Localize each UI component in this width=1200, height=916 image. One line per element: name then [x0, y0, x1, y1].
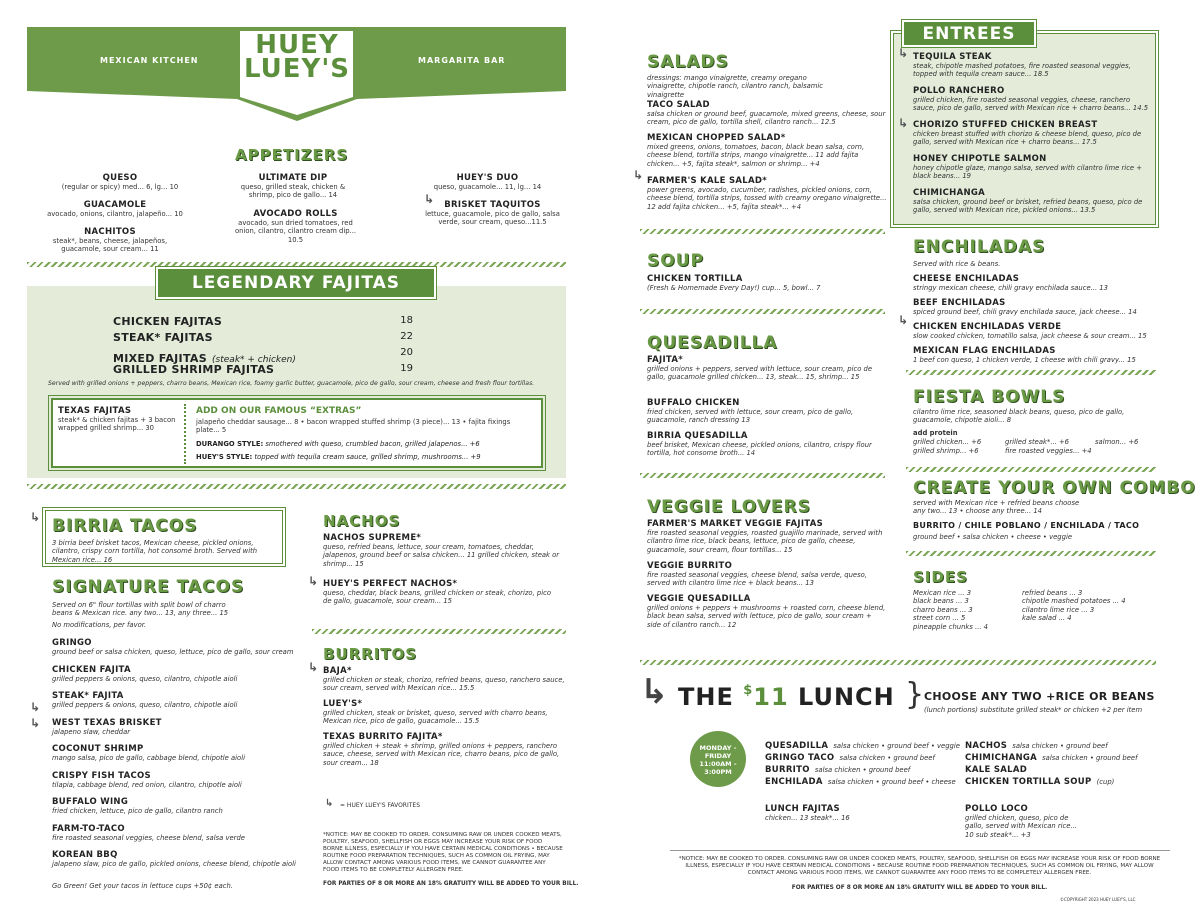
- salad-item: [647, 133, 887, 176]
- item-name: NACHITOS: [84, 227, 136, 237]
- item-name: GRINGO: [52, 638, 92, 648]
- taco-item: [52, 797, 302, 824]
- lunch-item: [965, 733, 1155, 751]
- nachos-title: NACHOS: [323, 512, 401, 530]
- divider: [312, 629, 566, 634]
- item-desc: steak, chipotle mashed potatoes, fire roasted seasonal veggies, topped with tequila cream sauce... 18.5: [913, 62, 1131, 79]
- side-item: cilantro lime rice ... 3: [1022, 605, 1095, 614]
- enchilada-item: [913, 298, 1163, 322]
- item-name: GUACAMOLE: [83, 200, 147, 210]
- burrito-item: [323, 666, 568, 699]
- item-desc: (cup): [1096, 778, 1115, 786]
- enchilada-item: [913, 346, 1163, 364]
- item-desc: grilled peppers & onions, queso, cilantro, chipotle aioli: [52, 674, 238, 683]
- taco-item: [52, 850, 302, 877]
- burrito-list: [323, 666, 568, 765]
- item-name: BUFFALO CHICKEN: [647, 398, 740, 408]
- item-desc: salsa chicken • ground beef • veggie: [833, 742, 960, 750]
- combo-title: CREATE YOUR OWN COMBO: [913, 478, 1196, 498]
- item-name: CHICKEN TORTILLA SOUP: [965, 777, 1092, 787]
- lunch-title: [678, 683, 895, 711]
- fajita-name: STEAK* FAJITAS: [113, 331, 213, 344]
- lunch-item: [765, 757, 965, 775]
- item-name: NACHOS SUPREME*: [323, 533, 422, 543]
- favorite-arrow-icon: ↳: [325, 798, 334, 809]
- item-desc: salsa chicken • ground beef • cheese: [827, 778, 956, 786]
- lunch-pollo-loco: [965, 804, 1085, 839]
- item-name: MEXICAN CHOPPED SALAD*: [647, 133, 786, 143]
- salad-list: [647, 100, 887, 211]
- entree-item: [913, 154, 1153, 188]
- side-item: pineapple chunks ... 4: [913, 622, 988, 631]
- item-desc: grilled chicken or steak, chorizo, refried beans, queso, ranchero sauce, sour cream, served with Mexican rice... 15.5: [323, 676, 565, 693]
- item-name: CHIMICHANGA: [965, 753, 1038, 763]
- burrito-item: [323, 699, 568, 732]
- item-desc: grilled chicken + steak + shrimp, grilled onions + peppers, ranchero sauce, cheese, served with Mexican rice, charro beans, pico de gallo, sour cream... 18: [323, 742, 560, 767]
- favorite-arrow-icon: ↳: [30, 716, 41, 730]
- appetizer-brisket-taquitos: [425, 200, 560, 227]
- soup-title: SOUP: [647, 251, 704, 271]
- item-desc: avocado, onions, cilantro, jalapeño... 10: [47, 210, 183, 218]
- fajita-row: [113, 315, 413, 331]
- item-desc: grilled chicken, queso, pico de gallo, served with Mexican rice... 10 sub steak*... +3: [965, 814, 1077, 839]
- item-name: QUESADILLA: [765, 741, 829, 751]
- lunch-item: [965, 769, 1155, 787]
- item-name: HONEY CHIPOTLE SALMON: [913, 154, 1047, 164]
- item-name: AVOCADO ROLLS: [253, 209, 338, 219]
- divider: [906, 467, 1156, 472]
- entree-item: [913, 188, 1153, 215]
- fajita-name: GRILLED SHRIMP FAJITAS: [113, 363, 275, 376]
- taco-item: [52, 824, 302, 851]
- appetizer-nachitos: [40, 227, 180, 254]
- item-desc: grilled chicken, steak or brisket, queso, served with charro beans, Mexican rice, pico de gallo, guacamole... 15.5: [323, 709, 548, 726]
- item-name: CRISPY FISH TACOS: [52, 770, 151, 781]
- extras-title: ADD ON OUR FAMOUS “EXTRAS”: [196, 406, 362, 416]
- favorites-legend: = HUEY LUEY'S FAVORITES: [340, 802, 421, 809]
- item-name: FARMER'S MARKET VEGGIE FAJITAS: [647, 519, 824, 529]
- item-name: GRINGO TACO: [765, 753, 835, 763]
- item-name: MEXICAN FLAG ENCHILADAS: [913, 346, 1056, 356]
- item-name: BRISKET TAQUITOS: [444, 200, 541, 210]
- item-name: HUEY'S DUO: [456, 173, 519, 183]
- divider: [640, 229, 885, 234]
- item-name: KOREAN BBQ: [52, 850, 118, 860]
- item-name: POLLO RANCHERO: [913, 86, 1005, 96]
- fiesta-desc: cilantro lime rice, seasoned black beans, queso, pico de gallo, guacamole, chipotle aioli... 8: [913, 408, 1125, 425]
- item-desc: salsa chicken • ground beef: [814, 766, 911, 774]
- side-item: kale salad ... 4: [1022, 614, 1072, 623]
- item-name: BIRRIA QUESADILLA: [647, 431, 748, 441]
- enchiladas-served: Served with rice & beans.: [913, 260, 1001, 268]
- item-desc: ground beef or salsa chicken, queso, lettuce, pico de gallo, sour cream: [52, 648, 294, 656]
- entree-item: [913, 120, 1153, 154]
- favorite-arrow-icon: ↳: [898, 116, 909, 130]
- lunch-title-a: THE: [678, 683, 734, 711]
- fajitas-served: Served with grilled onions + peppers, charro beans, Mexican rice, foamy garlic butter, guacamole, pico de gallo, sour cream, cheese and fresh flour tortillas.: [48, 380, 535, 387]
- combo-options: BURRITO / CHILE POBLANO / ENCHILADA / TACO: [913, 521, 1140, 530]
- item-desc: fire roasted seasonal veggies, cheese blend, salsa verde, queso, served with cilantro lime rice + black beans... 13: [647, 571, 867, 588]
- fajita-note: (steak* + chicken): [212, 355, 296, 365]
- lunch-badge: [690, 731, 746, 787]
- item-name: VEGGIE BURRITO: [647, 561, 733, 571]
- salad-item: [647, 176, 887, 211]
- item-name: CHEESE ENCHILADAS: [913, 274, 1020, 284]
- side-item: refried beans ... 3: [1022, 589, 1083, 597]
- item-name: POLLO LOCO: [965, 804, 1028, 814]
- fajita-row: [113, 331, 413, 347]
- item-desc: salsa chicken or ground beef, guacamole, mixed greens, cheese, sour cream, pico de gallo, tortilla shell, cilantro ranch... 12.5: [647, 110, 886, 127]
- item-name: CHORIZO STUFFED CHICKEN BREAST: [913, 120, 1098, 130]
- item-name: HUEY'S PERFECT NACHOS*: [323, 579, 458, 589]
- right-tag: MARGARITA BAR: [418, 56, 506, 65]
- nachos-supreme: [323, 533, 563, 568]
- divider: [640, 309, 885, 314]
- badge-time: 11:00AM - 3:00PM: [699, 760, 737, 776]
- fiesta-protein: grilled steak*... +6: [1005, 438, 1069, 446]
- entrees-title: ENTREES: [922, 24, 1016, 44]
- divider: [640, 660, 1156, 665]
- taco-item: [52, 638, 302, 665]
- veggie-item: [647, 594, 887, 629]
- item-name: COCONUT SHRIMP: [52, 744, 144, 754]
- lunch-right: [965, 733, 1155, 787]
- signature-title: SIGNATURE TACOS: [52, 577, 245, 597]
- item-desc: mango salsa, pico de gallo, cabbage blend, chipotle aioli: [52, 754, 245, 762]
- notice-right: *NOTICE: MAY BE COOKED TO ORDER. CONSUMING RAW OR UNDER COOKED MEATS, POULTRY, SEAFOOD, SHELLFISH OR EGGS MAY INCREASE YOUR RISK OF FOOD BORNE ILLNESS, ESPECIALLY IF YOU HAVE CERTAIN MEDICAL CONDITIONS • BECAUSE ROUTINE FOOD PREPARATION TECHNIQUES, SUCH AS COMMON OIL FRYING, MAY ALLOW CONTACT AMONG VARIOUS FOOD ITEMS, WE CANNOT GUARANTEE ANY FOOD ITEMS TO BE COMPLETELY ALLERGEN FREE.: [678, 856, 1161, 876]
- favorite-arrow-icon: ↳: [308, 574, 319, 588]
- item-name: STEAK* FAJITA: [52, 691, 124, 701]
- appetizer-queso: [40, 173, 200, 191]
- lunch-price: 11: [753, 683, 789, 711]
- birria-title: BIRRIA TACOS: [52, 516, 198, 536]
- favorite-arrow-icon: ↳: [30, 510, 41, 524]
- item-desc: grilled peppers & onions, queso, cilantro, chipotle aioli: [52, 701, 238, 709]
- item-desc: steak*, beans, cheese, jalapeños, guacamole, sour cream... 11: [52, 237, 168, 254]
- entree-item: [913, 52, 1153, 86]
- quesadilla-item: [647, 355, 877, 398]
- fajita-list: [113, 315, 413, 379]
- item-desc: honey chipotle glaze, mango salsa, served with cilantro lime rice + black beans... 19: [913, 164, 1142, 181]
- taco-item: [52, 665, 302, 692]
- item-name: BURRITO: [765, 765, 810, 775]
- favorite-arrow-icon: ↳: [898, 46, 909, 60]
- item-desc: power greens, avocado, cucumber, radishes, pickled onions, corn, cheese blend, tortilla strips, tossed with creamy oregano vinaigrette... 12 add fajita chicken... +5, fajita steak*... +4: [647, 186, 887, 211]
- item-desc: jalapeno slaw, cheddar: [52, 727, 131, 736]
- item-name: CHICKEN FAJITA: [52, 664, 131, 675]
- favorite-arrow-icon: ↳: [308, 660, 319, 674]
- signature-intro: Served on 6" flour tortillas with split bowl of charro beans & Mexican rice. any two... 13, any three... 15: [52, 601, 229, 618]
- item-desc: (regular or spicy) med... 6, lg... 10: [61, 183, 179, 191]
- item-desc: queso, guacamole... 11, lg... 14: [433, 183, 542, 191]
- item-name: BEEF ENCHILADAS: [913, 298, 1006, 308]
- burrito-item: [323, 732, 568, 765]
- item-desc: fire roasted seasonal veggies, roasted guajillo marinade, served with cilantro lime rice, black beans, lettuce, pico de gallo, cheese, guacamole, sour cream, flour tortillas... 15: [647, 529, 883, 554]
- birria-desc: 3 birria beef brisket tacos, Mexican cheese, pickled onions, cilantro, crispy corn tortilla, hot consomé broth. Served with Mexican rice... 16: [52, 539, 258, 564]
- hueys-style-label: HUEY'S STYLE:: [196, 452, 253, 461]
- fiesta-protein: grilled shrimp... +6: [913, 447, 979, 455]
- item-desc: 1 beef con queso, 1 chicken verde, 1 cheese with chili gravy... 15: [913, 356, 1136, 364]
- item-name: FARMER'S KALE SALAD*: [647, 176, 767, 186]
- quesadilla-item: [647, 398, 877, 431]
- lunch-item: [765, 769, 965, 787]
- item-desc: grilled onions + peppers, served with lettuce, sour cream, pico de gallo, guacamole grilled chicken... 13, steak... 15, shrimp... 15: [647, 365, 873, 382]
- item-desc: steak* & chicken fajitas + 3 bacon wrapped grilled shrimp... 30: [58, 416, 176, 433]
- signature-footer: Go Green! Get your tacos in lettuce cups +50¢ each.: [52, 882, 233, 890]
- enchilada-list: [913, 274, 1163, 364]
- taco-item: [52, 691, 302, 718]
- lunch-title-b: LUNCH: [798, 683, 895, 711]
- item-name: NACHOS: [965, 741, 1008, 751]
- item-desc: chicken breast stuffed with chorizo & cheese blend, queso, pico de gallo, served with Mexican rice + charro beans... 17.5: [913, 130, 1142, 147]
- taco-item: [52, 744, 302, 771]
- gratuity-left: FOR PARTIES OF 8 OR MORE AN 18% GRATUITY WILL BE ADDED TO YOUR BILL.: [323, 881, 579, 887]
- item-desc: salsa chicken, ground beef or brisket, refried beans, queso, pico de gallo, served with Mexican rice, pickled onions... 13.5: [913, 198, 1143, 215]
- item-desc: fire roasted seasonal veggies, cheese blend, salsa verde: [52, 833, 245, 842]
- item-name: CHIMICHANGA: [913, 188, 986, 198]
- logo-bottom: LUEY'S: [243, 54, 351, 84]
- enchilada-item: [913, 322, 1163, 346]
- side-item: black beans ... 3: [913, 597, 969, 606]
- item-desc: fried chicken, served with lettuce, sour cream, pico de gallo, guacamole, ranch dressing 13: [647, 408, 854, 425]
- divider: [906, 551, 1156, 556]
- hueys-style-desc: topped with tequila cream sauce, grilled shrimp, mushrooms... +9: [254, 452, 481, 461]
- fajita-row: [113, 363, 413, 379]
- extras-line: jalapeño cheddar sausage... 8 • bacon wrapped stuffed shrimp (3 piece)... 13 • fajita fixings plate... 5: [196, 418, 511, 435]
- salad-item: [647, 100, 887, 133]
- side-item: charro beans ... 3: [913, 605, 973, 614]
- combo-desc: served with Mexican rice + refried beans choose any two... 13 • choose any three... 14: [913, 499, 1080, 516]
- favorite-arrow-icon: ↳: [30, 700, 41, 714]
- favorite-arrow-icon: ↳: [633, 168, 644, 182]
- fajita-price: 20: [400, 347, 413, 358]
- favorite-arrow-icon: ↳: [898, 313, 909, 327]
- item-name: FAJITA*: [647, 355, 683, 365]
- item-name: TEQUILA STEAK: [913, 52, 992, 62]
- item-desc: queso, cheddar, black beans, grilled chicken or steak, chorizo, pico de gallo, guacamole, sour cream... 15: [323, 589, 552, 606]
- item-name: TACO SALAD: [647, 100, 710, 110]
- item-desc: queso, grilled steak, chicken & shrimp, pico de gallo... 14: [240, 183, 346, 200]
- item-desc: salsa chicken • ground beef: [1012, 742, 1108, 750]
- lunch-item: [965, 745, 1155, 763]
- item-desc: spiced ground beef, chili gravy enchilada sauce, jack cheese... 14: [913, 308, 1137, 316]
- appetizers-title: APPETIZERS: [235, 146, 349, 164]
- fiesta-protein: salmon... +6: [1095, 438, 1139, 446]
- item-desc: jalapeno slaw, pico de gallo, pickled onions, cheese blend, chipotle aioli: [52, 860, 296, 868]
- left-tag: MEXICAN KITCHEN: [100, 56, 199, 65]
- item-name: CHICKEN ENCHILADAS VERDE: [913, 322, 1062, 332]
- lunch-arrow-icon: ↳: [640, 672, 669, 712]
- lunch-sub: (lunch portions) substitute grilled steak* or chicken +2 per item: [924, 706, 1143, 714]
- divider: [906, 370, 1156, 375]
- burritos-title: BURRITOS: [323, 645, 418, 663]
- item-name: TEXAS FAJITAS: [58, 406, 132, 416]
- combo-fillings: ground beef • salsa chicken • cheese • veggie: [913, 533, 1073, 541]
- lunch-dollar: $: [743, 683, 754, 698]
- sides-right: [1022, 589, 1126, 623]
- veggie-item: [647, 561, 887, 594]
- salads-dressings: dressings: mango vinaigrette, creamy oregano vinaigrette, chipotle ranch, cilantro ranch, balsamic vinaigrette: [647, 74, 824, 99]
- fajita-price: 19: [400, 363, 413, 374]
- item-desc: salsa chicken • ground beef: [1042, 754, 1138, 762]
- gratuity-right: FOR PARTIES OF 8 OR MORE AN 18% GRATUITY WILL BE ADDED TO YOUR BILL.: [791, 885, 1048, 891]
- item-desc: slow cooked chicken, tomatillo salsa, jack cheese & sour cream... 15: [913, 332, 1147, 340]
- fiesta-protein: grilled chicken... +6: [913, 438, 982, 446]
- divider: [27, 484, 566, 489]
- copyright: ©COPYRIGHT 2023 HUEY LUEY'S, LLC: [1060, 897, 1136, 902]
- item-desc: stringy mexican cheese, chili gravy enchilada sauce... 13: [913, 284, 1108, 292]
- item-desc: salsa chicken • ground beef: [839, 754, 935, 762]
- lunch-item: [765, 733, 965, 751]
- fiesta-add: add protein: [913, 429, 958, 437]
- fajita-row: [113, 347, 413, 363]
- side-item: street corn ... 5: [913, 614, 966, 623]
- durango-desc: smothered with queso, crumbled bacon, grilled jalapenos... +6: [265, 439, 480, 448]
- sides-left: [913, 589, 988, 631]
- quesadilla-title: QUESADILLA: [647, 333, 778, 353]
- item-desc: grilled chicken, fire roasted seasonal veggies, cheese, ranchero sauce, pico de gallo, served with Mexican rice + charro beans... 14.5: [913, 96, 1149, 113]
- item-name: KALE SALAD: [965, 765, 1028, 775]
- item-desc: (Fresh & Homemade Every Day!) cup... 5, bowl... 7: [647, 284, 821, 292]
- item-name: TEXAS BURRITO FAJITA*: [323, 732, 443, 742]
- signature-nomod: No modifications, per favor.: [52, 621, 147, 629]
- lunch-left: [765, 733, 965, 787]
- notice-left: *NOTICE: MAY BE COOKED TO ORDER. CONSUMING RAW OR UNDER COOKED MEATS, POULTRY, SEAFOOD, SHELLFISH OR EGGS MAY INCREASE YOUR RISK OF FOOD BORNE ILLNESS, ESPECIALLY IF YOU HAVE CERTAIN MEDICAL CONDITIONS • BECAUSE ROUTINE FOOD PREPARATION TECHNIQUES, SUCH AS COMMON OIL FRYING, MAY ALLOW CONTACT AMONG VARIOUS FOOD ITEMS, WE CANNOT GUARANTEE ANY FOOD ITEMS TO BE COMPLETELY ALLERGEN FREE.: [323, 832, 563, 873]
- fajita-price: 22: [400, 331, 413, 342]
- item-name: ULTIMATE DIP: [258, 173, 328, 183]
- appetizer-hueys-duo: [420, 173, 555, 191]
- salads-title: SALADS: [647, 52, 729, 72]
- veggie-title: VEGGIE LOVERS: [647, 497, 811, 517]
- item-name: FARM-TO-TACO: [52, 823, 125, 834]
- extras-divider: [184, 404, 186, 464]
- taco-item: [52, 718, 302, 745]
- divider: [640, 473, 885, 478]
- item-name: BAJA*: [323, 666, 352, 676]
- entree-item: [913, 86, 1153, 120]
- item-name: BUFFALO WING: [52, 797, 129, 807]
- item-desc: chicken... 13 steak*... 16: [765, 814, 850, 822]
- entree-list: [913, 52, 1153, 215]
- appetizer-avocado-rolls: [228, 209, 363, 244]
- quesadilla-item: [647, 431, 877, 458]
- appetizer-guacamole: [30, 200, 200, 218]
- item-desc: beef brisket, Mexican cheese, pickled onions, cilantro, crispy flour tortilla, hot consome broth... 14: [647, 441, 872, 458]
- logo: [238, 30, 356, 84]
- item-desc: queso, refried beans, lettuce, sour cream, tomatoes, cheddar, jalapenos, ground beef or salsa chicken... 11 grilled chicken, steak or shrimp... 15: [323, 543, 560, 568]
- durango-label: DURANGO STYLE:: [196, 439, 264, 448]
- enchiladas-title: ENCHILADAS: [913, 237, 1046, 257]
- fajita-price: 18: [400, 315, 413, 326]
- item-name: CHICKEN TORTILLA: [647, 274, 743, 284]
- item-desc: avocado, sun dried tomatoes, red onion, cilantro, cilantro cream dip... 10.5: [234, 219, 357, 244]
- side-item: Mexican rice ... 3: [913, 589, 972, 597]
- texas-fajitas: [58, 406, 178, 433]
- item-desc: mixed greens, onions, tomatoes, bacon, black bean salsa, corn, cheese blend, tortilla strips, mango vinaigrette... 11 add fajita chicken... +5, fajita steak*, salmon or shrimp... +4: [647, 143, 865, 168]
- footer-rule: [670, 850, 1170, 851]
- item-name: WEST TEXAS BRISKET: [52, 717, 162, 728]
- item-desc: fried chicken, lettuce, pico de gallo, cilantro ranch: [52, 807, 223, 815]
- item-name: QUESO: [102, 173, 138, 183]
- taco-item: [52, 771, 302, 798]
- veggie-item: [647, 519, 887, 561]
- item-desc: tilapia, cabbage blend, red onion, cilantro, chipotle aioli: [52, 780, 242, 789]
- item-name: LUEY'S*: [323, 699, 363, 709]
- fajita-name: CHICKEN FAJITAS: [113, 315, 223, 328]
- extras: [196, 406, 536, 461]
- lunch-fajitas: [765, 804, 855, 822]
- item-name: LUNCH FAJITAS: [765, 804, 840, 814]
- quesadilla-list: [647, 355, 877, 458]
- enchilada-item: [913, 274, 1163, 298]
- badge-day: MONDAY - FRIDAY: [699, 744, 737, 760]
- lunch-bracket: }: [905, 677, 925, 712]
- signature-list: [52, 638, 302, 877]
- item-desc: grilled onions + peppers + mushrooms + roasted corn, cheese blend, black bean salsa, served with lettuce, pico de gallo, sour cream + side of cilantro ranch... 12: [647, 604, 886, 629]
- hueys-perfect-nachos: [323, 579, 553, 606]
- lunch-headline: CHOOSE ANY TWO +RICE OR BEANS: [924, 690, 1155, 703]
- item-name: ENCHILADA: [765, 777, 823, 787]
- sides-title: SIDES: [913, 568, 968, 586]
- fajita-name: MIXED FAJITAS: [113, 352, 207, 365]
- favorite-arrow-icon: ↳: [424, 192, 435, 206]
- side-item: chipotle mashed potatoes ... 4: [1022, 597, 1126, 606]
- fiesta-protein: fire roasted veggies... +4: [1005, 447, 1092, 455]
- fiesta-title: FIESTA BOWLS: [913, 387, 1066, 407]
- appetizer-ultimate-dip: [228, 173, 358, 200]
- fajitas-title: LEGENDARY FAJITAS: [191, 273, 401, 293]
- soup-item: [647, 274, 877, 292]
- logo-top: HUEY: [255, 30, 339, 60]
- veggie-list: [647, 519, 887, 629]
- item-desc: lettuce, guacamole, pico de gallo, salsa verde, sour cream, queso...11.5: [425, 210, 560, 227]
- item-name: VEGGIE QUESADILLA: [647, 594, 751, 604]
